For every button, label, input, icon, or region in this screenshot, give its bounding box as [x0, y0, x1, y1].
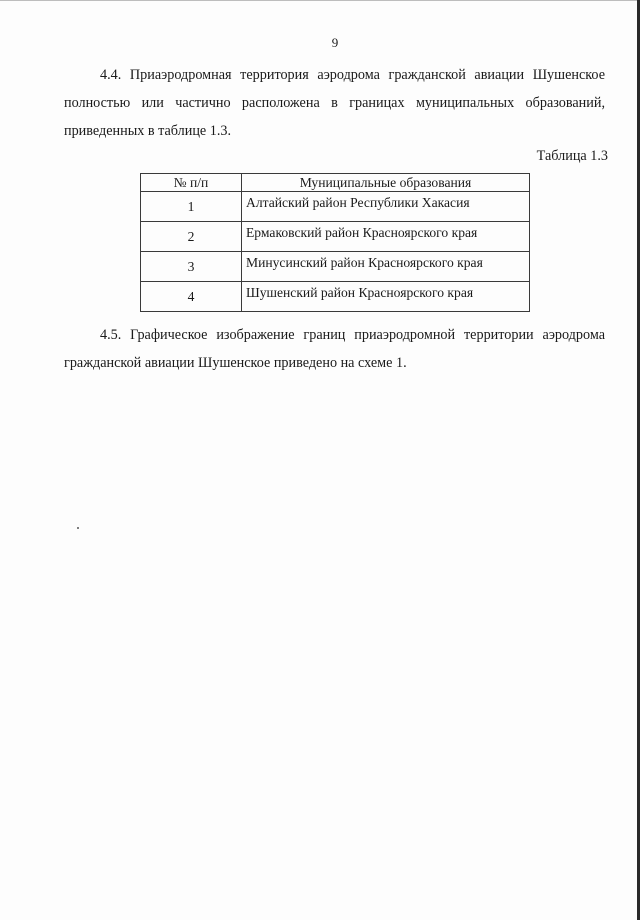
- header-number: № п/п: [141, 174, 242, 192]
- row-municipality: Алтайский район Республики Хакасия: [242, 192, 530, 222]
- paragraph-4-4: 4.4. Приаэродромная территория аэродрома гражданской авиации Шушенское полностью или частично расположена в границах муниципальных образований, приведенных в таблице 1.3.: [64, 67, 605, 139]
- table-row: [141, 252, 530, 282]
- table-header-row: [141, 174, 530, 192]
- row-municipality: Ермаковский район Красноярского края: [242, 222, 530, 252]
- table-row: [141, 222, 530, 252]
- row-municipality: Шушенский район Красноярского края: [242, 282, 530, 312]
- header-municipalities: Муниципальные образования: [242, 174, 530, 192]
- row-number: 4: [141, 282, 242, 312]
- municipalities-table: [140, 173, 530, 312]
- page-number: 9: [331, 35, 339, 50]
- scan-speck: [77, 527, 79, 529]
- row-number: 3: [141, 252, 242, 282]
- paragraph-4-5: 4.5. Графическое изображение границ приаэродромной территории аэродрома гражданской авиации Шушенское приведено на схеме 1.: [64, 327, 605, 371]
- table-row: [141, 282, 530, 312]
- row-number: 1: [141, 192, 242, 222]
- row-number: 2: [141, 222, 242, 252]
- table-row: [141, 192, 530, 222]
- row-municipality: Минусинский район Красноярского края: [242, 252, 530, 282]
- table-caption: Таблица 1.3: [536, 148, 608, 164]
- scan-edge-top: [0, 0, 640, 1]
